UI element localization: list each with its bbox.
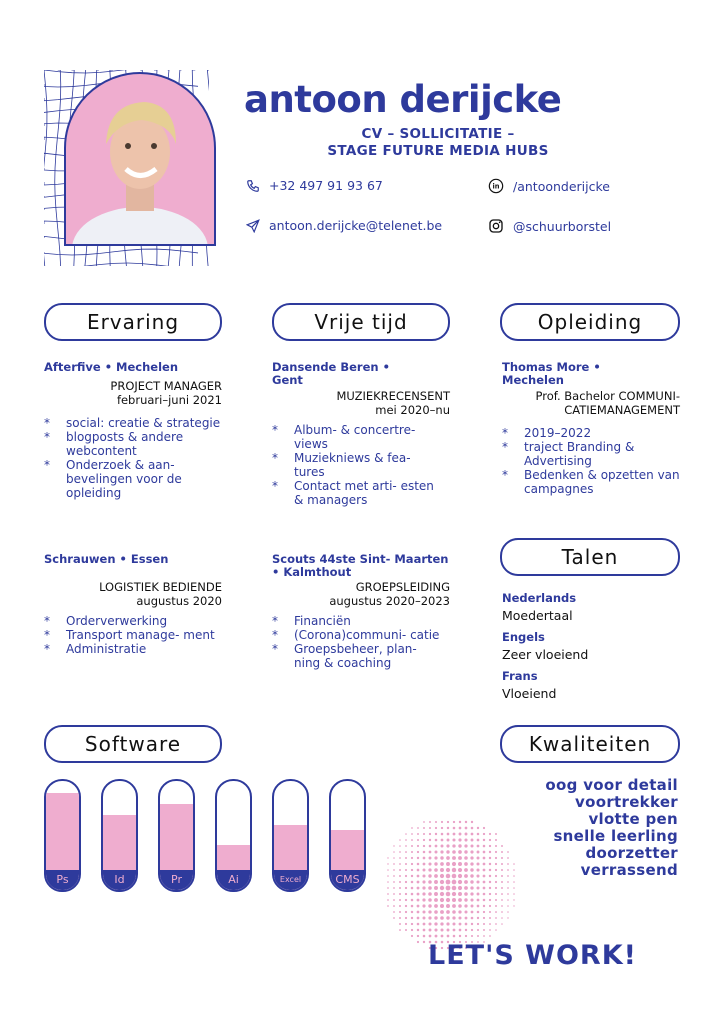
call-to-action: LET'S WORK! [428, 940, 637, 971]
job-period: mei 2020–nu [375, 403, 450, 417]
list-item: * Album- & concertre- views [272, 423, 442, 451]
language-level: Moedertaal [502, 608, 573, 623]
languages-list [502, 591, 680, 701]
quality-item: voortrekker [575, 793, 678, 811]
task-list [272, 614, 442, 670]
list-item: * social: creatie & strategie [44, 416, 222, 430]
subtitle-line-1: CV – SOLLICITATIE – [361, 126, 515, 142]
job-role: LOGISTIEK BEDIENDE [99, 580, 222, 594]
skill-bar-cms [329, 779, 366, 892]
experience-afterfive [44, 361, 222, 500]
section-software: Software [44, 725, 222, 763]
quality-item: vlotte pen [588, 810, 678, 828]
skill-bar-ai [215, 779, 252, 892]
linkedin-icon [488, 178, 504, 194]
list-item: * Muziekniews & fea- tures [272, 451, 442, 479]
section-ervaring: Ervaring [44, 303, 222, 341]
task-list [272, 423, 442, 507]
email-address: antoon.derijcke@telenet.be [269, 218, 443, 233]
instagram-icon [488, 218, 504, 234]
language-name: Frans [502, 669, 538, 683]
skill-label: CMS [331, 870, 364, 890]
org-name: Dansende Beren • Gent [272, 360, 390, 387]
leisure-scouts [272, 553, 450, 670]
education-list [502, 426, 680, 496]
phone-number: +32 497 91 93 67 [269, 178, 383, 193]
org-name: Thomas More • Mechelen [502, 360, 601, 387]
quality-item: doorzetter [585, 844, 678, 862]
list-item: * (Corona)communi- catie [272, 628, 442, 642]
candidate-name: antoon derijcke [244, 78, 562, 121]
svg-text:in: in [492, 182, 500, 191]
education-thomas-more [502, 361, 680, 496]
instagram-handle: @schuurborstel [513, 218, 612, 234]
list-item: * traject Branding & Advertising [502, 440, 680, 468]
experience-schrauwen [44, 553, 222, 656]
list-item: * Contact met arti- esten & managers [272, 479, 442, 507]
quality-item: verrassend [580, 861, 678, 879]
skill-bar-ps [44, 779, 81, 892]
section-kwaliteiten: Kwaliteiten [500, 725, 680, 763]
quality-item: oog voor detail [545, 776, 678, 794]
language-level: Vloeiend [502, 686, 557, 701]
org-name: Scouts 44ste Sint- Maarten • Kalmthout [272, 552, 449, 579]
section-opleiding: Opleiding [500, 303, 680, 341]
list-item: * Bedenken & opzetten van campagnes [502, 468, 680, 496]
quality-item: snelle leerling [553, 827, 678, 845]
job-role: GROEPSLEIDING [355, 580, 450, 594]
list-item: * Financiën [272, 614, 442, 628]
list-item: * Administratie [44, 642, 222, 656]
section-vrije-tijd: Vrije tijd [272, 303, 450, 341]
list-item: * blogposts & andere webcontent [44, 430, 222, 458]
list-item: * Onderzoek & aan- bevelingen voor de opleiding [44, 458, 222, 500]
job-role: MUZIEKRECENSENT [336, 389, 450, 403]
skill-bar-pr [158, 779, 195, 892]
org-name: Schrauwen • Essen [44, 552, 169, 566]
org-name: Afterfive • Mechelen [44, 360, 179, 374]
skill-label: Excel [274, 870, 307, 890]
contact-phone[interactable] [246, 178, 383, 193]
contact-email[interactable] [246, 218, 442, 233]
skill-label: Ai [217, 870, 250, 890]
job-period: februari–juni 2021 [116, 393, 222, 407]
halftone-sphere [380, 810, 520, 960]
degree: Prof. Bachelor COMMUNI- CATIEMANAGEMENT [535, 389, 680, 417]
subtitle-line-2: STAGE FUTURE MEDIA HUBS [327, 143, 549, 159]
skill-label: Pr [160, 870, 193, 890]
list-item: * Orderverwerking [44, 614, 222, 628]
phone-icon [246, 179, 260, 193]
profile-photo [66, 74, 214, 244]
linkedin-handle: /antoonderijcke [513, 178, 610, 194]
task-list [44, 416, 222, 500]
language-name: Engels [502, 630, 545, 644]
list-item: * 2019–2022 [502, 426, 680, 440]
job-period: augustus 2020 [136, 594, 222, 608]
section-talen: Talen [500, 538, 680, 576]
list-item: * Transport manage- ment [44, 628, 222, 642]
send-icon [246, 219, 260, 233]
skill-label: Id [103, 870, 136, 890]
contact-instagram[interactable] [488, 218, 611, 234]
cv-subtitle [244, 126, 632, 160]
job-role: PROJECT MANAGER [110, 379, 222, 393]
job-period: augustus 2020–2023 [329, 594, 450, 608]
skill-bar-excel [272, 779, 309, 892]
photo-frame [64, 72, 216, 246]
skill-bar-id [101, 779, 138, 892]
language-level: Zeer vloeiend [502, 647, 589, 662]
list-item: * Groepsbeheer, plan- ning & coaching [272, 642, 442, 670]
task-list [44, 614, 222, 656]
qualities-list [545, 777, 678, 879]
contact-linkedin[interactable] [488, 178, 610, 194]
skill-label: Ps [46, 870, 79, 890]
language-name: Nederlands [502, 591, 577, 605]
leisure-dansende-beren [272, 361, 450, 507]
